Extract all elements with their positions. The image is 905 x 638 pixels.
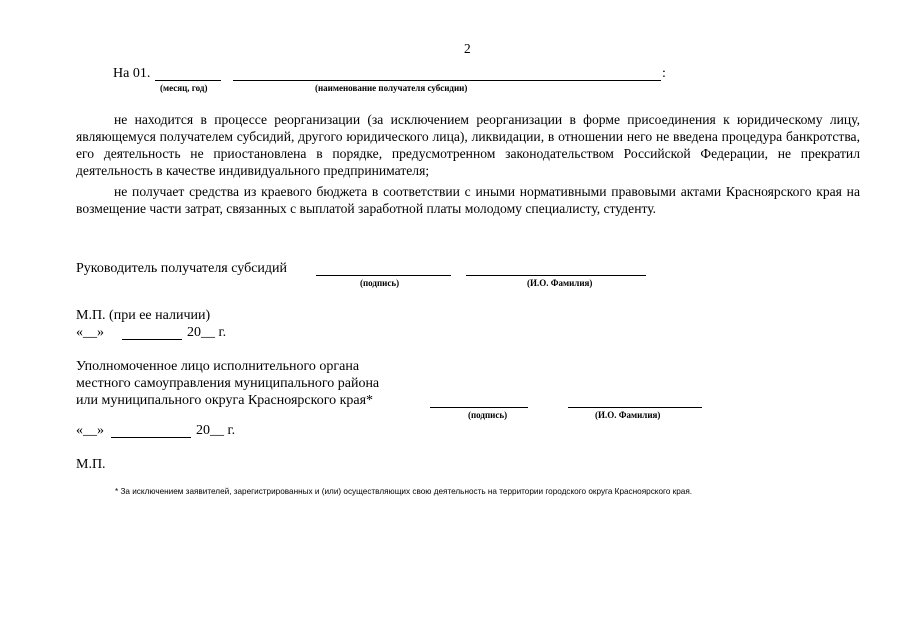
authorized-signature-line [430, 407, 528, 408]
authorized-line-2: местного самоуправления муниципального района [76, 376, 380, 391]
head-signature-line [316, 275, 451, 276]
date-month-line-1 [122, 339, 182, 340]
date-year-2: 20__ г. [196, 423, 236, 438]
head-name-line [466, 275, 646, 276]
date-open-1: «__» [76, 325, 104, 340]
paragraph-reorganization: не находится в процессе реорганизации (за исключением реорганизации в форме присоединения к юридическому лицу, являющемуся получателем субсидий, другого юридического лица), ликвидации, в отношении него не введена процедура банкротства, его деятельность не приостановлена в порядке, предусмотренном законодательством Российской Федерации, не прекратил деятельность в качестве индивидуального предпринимателя; [76, 112, 860, 178]
page-number: 2 [464, 41, 471, 56]
recipient-name-line [233, 80, 661, 81]
authorized-caption-signature: (подпись) [468, 410, 508, 420]
seal-note: М.П. (при ее наличии) [76, 308, 211, 323]
authorized-line-3: или муниципального округа Красноярского края* [76, 393, 374, 408]
head-caption-signature: (подпись) [360, 278, 400, 288]
date-open-2: «__» [76, 423, 104, 438]
date-prefix: На 01. [113, 66, 151, 81]
head-caption-name: (И.О. Фамилия) [527, 278, 593, 288]
caption-recipient: (наименование получателя субсидии) [315, 83, 468, 93]
paragraph-budget: не получает средства из краевого бюджета в соответствии с иными нормативными правовыми актами Красноярского края на возмещение части затрат, связанных с выплатой заработной платы молодому специалисту, студенту. [76, 184, 860, 216]
authorized-line-1: Уполномоченное лицо исполнительного органа [76, 359, 360, 374]
caption-month-year: (месяц, год) [160, 83, 208, 93]
head-label: Руководитель получателя субсидий [76, 261, 288, 276]
footnote: * За исключением заявителей, зарегистрированных и (или) осуществляющих свою деятельность на территории городского округа Красноярского края. [115, 487, 693, 496]
header-colon: : [662, 66, 666, 81]
seal-mark: М.П. [76, 457, 106, 472]
authorized-caption-name: (И.О. Фамилия) [595, 410, 661, 420]
date-month-line-2 [111, 437, 191, 438]
date-year-1: 20__ г. [187, 325, 227, 340]
month-year-line [155, 80, 221, 81]
authorized-name-line [568, 407, 702, 408]
